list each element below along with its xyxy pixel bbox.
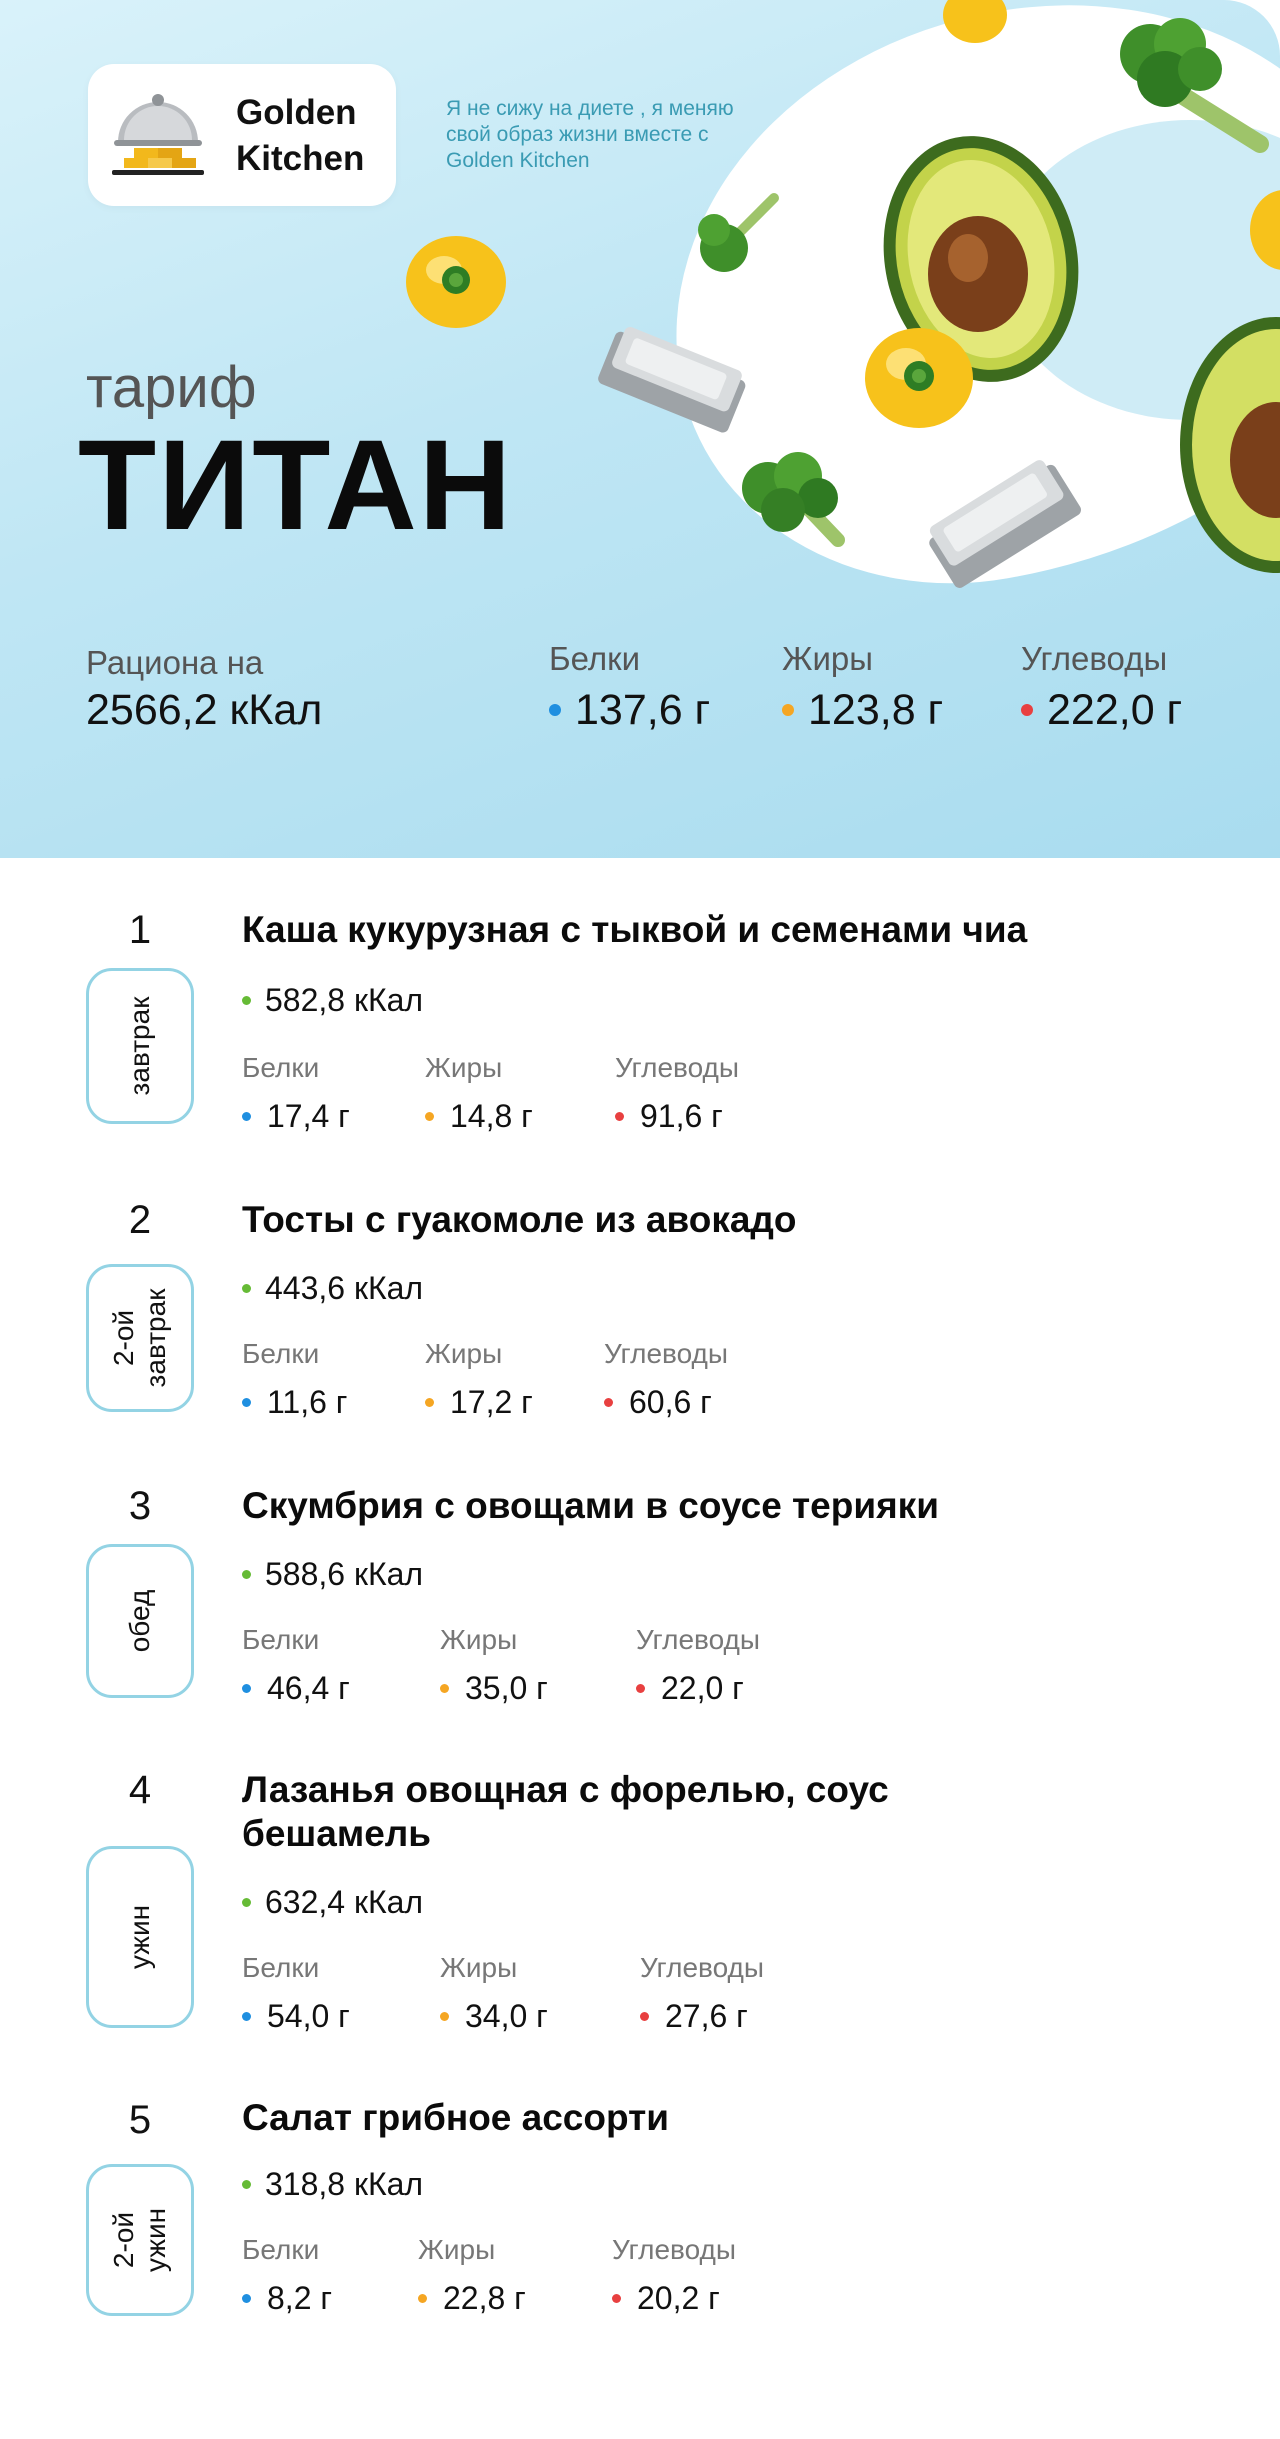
meal-carbs-value: 27,6 г	[665, 1998, 748, 2034]
meal-fat	[425, 1338, 533, 1421]
meal-fat	[425, 1052, 533, 1135]
meal-fat-label: Жиры	[425, 1338, 503, 1369]
pepper-icon	[1244, 188, 1280, 272]
meal-number: 2	[128, 1198, 152, 1242]
ration-calories: 2566,2 кКал	[86, 686, 323, 734]
tariff-label: тариф	[86, 355, 257, 420]
protein-dot-icon	[242, 1398, 251, 1407]
protein-dot-icon	[242, 2294, 251, 2303]
total-protein-value: 137,6 г	[575, 686, 711, 734]
protein-dot-icon	[242, 2012, 251, 2021]
avocado-icon	[1176, 310, 1280, 580]
meal-number: 1	[128, 908, 152, 952]
meal-type-badge	[86, 968, 194, 1124]
carbs-dot-icon	[615, 1112, 624, 1121]
slogan: Я не сижу на диете , я меняю свой образ жизни вместе с Golden Kitchen	[446, 97, 734, 172]
total-carbs	[1021, 640, 1182, 735]
meal-type-label: ужин	[124, 1904, 155, 1970]
meal-carbs-value: 91,6 г	[640, 1098, 723, 1134]
broccoli-icon	[694, 178, 784, 282]
kcal-dot-icon	[242, 1898, 251, 1907]
total-carbs-value: 222,0 г	[1047, 686, 1183, 734]
meal-carbs	[636, 1624, 760, 1707]
meal-type-badge	[86, 1544, 194, 1698]
total-fat-value: 123,8 г	[808, 686, 944, 734]
meal-fat-value: 14,8 г	[450, 1098, 533, 1134]
meal-calories-value: 588,6 кКал	[265, 1556, 424, 1592]
total-protein-label: Белки	[549, 640, 641, 677]
meal-protein-value: 17,4 г	[267, 1098, 350, 1134]
silver-bar-icon	[586, 324, 756, 444]
meal-carbs-label: Углеводы	[604, 1338, 729, 1369]
meal-number: 4	[128, 1768, 152, 1812]
pepper-icon	[940, 0, 1010, 50]
meal-calories-value: 318,8 кКал	[265, 2166, 424, 2202]
meal-carbs-label: Углеводы	[636, 1624, 761, 1655]
protein-dot-icon	[549, 704, 561, 716]
meal-carbs-label: Углеводы	[615, 1052, 740, 1083]
carbs-dot-icon	[1021, 704, 1033, 716]
meal-protein-value: 46,4 г	[267, 1670, 350, 1706]
meal-fat-value: 35,0 г	[465, 1670, 548, 1706]
meal-protein	[242, 2234, 332, 2317]
meal-number: 3	[128, 1484, 152, 1528]
meal-protein	[242, 1052, 350, 1135]
protein-dot-icon	[242, 1684, 251, 1693]
meal-protein	[242, 1338, 347, 1421]
meal-fat-value: 34,0 г	[465, 1998, 548, 2034]
meal-calories-value: 632,4 кКал	[265, 1884, 424, 1920]
meal-carbs	[615, 1052, 739, 1135]
meal-fat-value: 17,2 г	[450, 1384, 533, 1420]
meal-type-badge	[86, 1264, 194, 1412]
protein-dot-icon	[242, 1112, 251, 1121]
meal-title: Каша кукурузная с тыквой и семенами чиа	[242, 909, 1028, 950]
meal-protein-value: 8,2 г	[267, 2280, 333, 2316]
meal-title: Тосты с гуакомоле из авокадо	[242, 1199, 797, 1240]
meal-protein-label: Белки	[242, 1624, 320, 1655]
meal-fat-label: Жиры	[425, 1052, 503, 1083]
meal-carbs-value: 22,0 г	[661, 1670, 744, 1706]
meal-number: 5	[128, 2098, 152, 2142]
broccoli-icon	[738, 448, 856, 548]
kcal-dot-icon	[242, 2180, 251, 2189]
meal-protein	[242, 1952, 350, 2035]
meal-type-badge	[86, 1846, 194, 2028]
brand-name-line1: Golden	[236, 93, 357, 132]
brand-name-line2: Kitchen	[236, 139, 365, 178]
meal-carbs-value: 60,6 г	[629, 1384, 712, 1420]
meal-calories	[242, 2166, 423, 2203]
meal-type-badge	[86, 2164, 194, 2316]
meal-protein-label: Белки	[242, 1338, 320, 1369]
cloche-gold-bars-icon	[108, 86, 208, 184]
total-fat	[782, 640, 943, 735]
meal-fat	[418, 2234, 526, 2317]
kcal-dot-icon	[242, 1570, 251, 1579]
meal-title: Салат грибное ассорти	[242, 2097, 669, 2138]
meal-protein-value: 11,6 г	[267, 1384, 348, 1420]
meal-fat-value: 22,8 г	[443, 2280, 526, 2316]
meal-carbs	[640, 1952, 764, 2035]
fat-dot-icon	[440, 2012, 449, 2021]
meal-type-label: 2-ой завтрак	[108, 1288, 171, 1388]
kcal-dot-icon	[242, 996, 251, 1005]
total-fat-label: Жиры	[782, 640, 873, 677]
meal-calories	[242, 982, 423, 1019]
meal-carbs-label: Углеводы	[640, 1952, 765, 1983]
meal-protein-label: Белки	[242, 2234, 320, 2265]
fat-dot-icon	[425, 1112, 434, 1121]
meal-calories	[242, 1270, 423, 1307]
tariff-name: ТИТАН	[78, 414, 514, 557]
fat-dot-icon	[782, 704, 794, 716]
hero-section	[0, 0, 1280, 858]
carbs-dot-icon	[640, 2012, 649, 2021]
broccoli-icon	[1110, 14, 1280, 154]
pepper-icon	[864, 322, 974, 432]
pepper-icon	[404, 228, 508, 332]
meal-fat-label: Жиры	[440, 1952, 518, 1983]
meal-protein-label: Белки	[242, 1952, 320, 1983]
meal-calories-value: 443,6 кКал	[265, 1270, 424, 1306]
fat-dot-icon	[425, 1398, 434, 1407]
silver-bar-icon	[914, 448, 1092, 598]
meal-type-label: завтрак	[124, 996, 155, 1096]
meal-carbs-value: 20,2 г	[637, 2280, 720, 2316]
meal-type-label: 2-ой ужин	[108, 2207, 171, 2273]
meal-fat	[440, 1624, 548, 1707]
meal-title: Скумбрия с овощами в соусе терияки	[242, 1485, 939, 1526]
meal-calories	[242, 1556, 423, 1593]
meal-fat	[440, 1952, 548, 2035]
meal-calories-value: 582,8 кКал	[265, 982, 424, 1018]
fat-dot-icon	[440, 1684, 449, 1693]
meal-title: Лазанья овощная с форелью, соус бешамель	[242, 1769, 889, 1854]
meal-protein-value: 54,0 г	[267, 1998, 350, 2034]
meal-calories	[242, 1884, 423, 1921]
meal-carbs	[604, 1338, 728, 1421]
carbs-dot-icon	[612, 2294, 621, 2303]
meal-carbs-label: Углеводы	[612, 2234, 737, 2265]
ration-label: Рациона на	[86, 644, 264, 681]
meal-protein	[242, 1624, 350, 1707]
total-carbs-label: Углеводы	[1021, 640, 1168, 677]
total-protein	[549, 640, 710, 735]
carbs-dot-icon	[604, 1398, 613, 1407]
meal-protein-label: Белки	[242, 1052, 320, 1083]
meal-fat-label: Жиры	[418, 2234, 496, 2265]
meal-carbs	[612, 2234, 736, 2317]
brand-name	[236, 90, 386, 182]
logo-card[interactable]	[88, 64, 396, 206]
fat-dot-icon	[418, 2294, 427, 2303]
meal-fat-label: Жиры	[440, 1624, 518, 1655]
meal-type-label: обед	[124, 1589, 155, 1653]
carbs-dot-icon	[636, 1684, 645, 1693]
kcal-dot-icon	[242, 1284, 251, 1293]
